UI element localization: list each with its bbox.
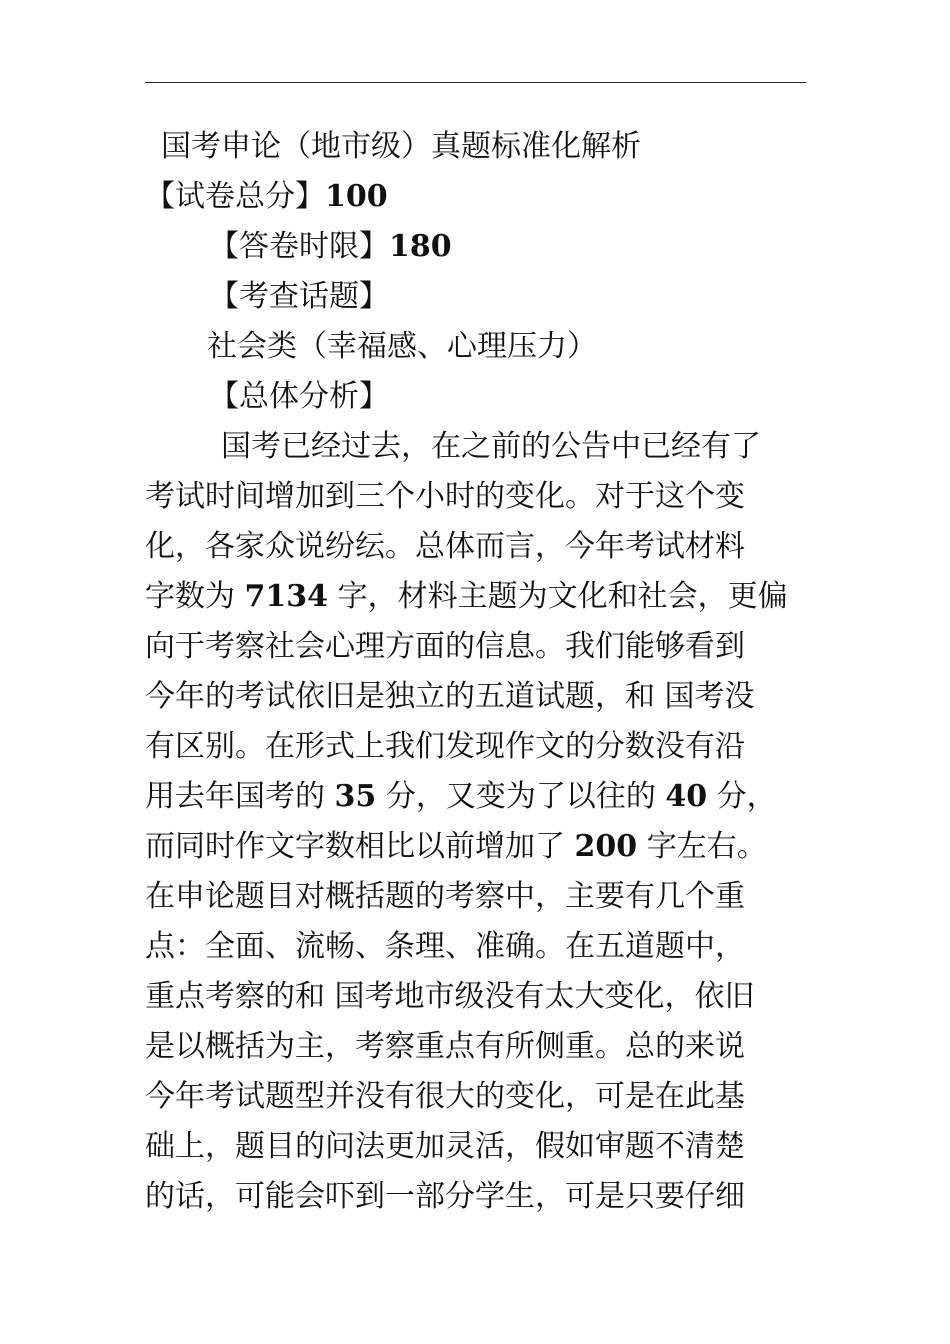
body-line: 化，各家众说纷纭。总体而言，今年考试材料 (145, 529, 745, 564)
body-line: 今年的考试依旧是独立的五道试题，和 国考没 (145, 679, 755, 714)
body-line: 在申论题目对概括题的考察中，主要有几个重 (145, 879, 745, 914)
body-line: 考试时间增加到三个小时的变化。对于这个变 (145, 479, 745, 514)
body-line: 用去年国考的 35 分，又变为了以往的 40 分， (145, 779, 777, 814)
meta-topic-value: 社会类（幸福感、心理压力） (207, 329, 597, 364)
meta-time-limit: 【答卷时限】180 (209, 229, 452, 264)
number-text: 7134 (244, 579, 329, 614)
number-text: 35 (334, 779, 377, 814)
number-text: 100 (325, 179, 388, 214)
body-line: 今年考试题型并没有很大的变化，可是在此基 (145, 1079, 745, 1114)
number-text: 200 (574, 829, 638, 864)
body-line: 字数为 7134 字，材料主题为文化和社会，更偏 (145, 579, 788, 614)
body-line: 是以概括为主，考察重点有所侧重。总的来说 (145, 1029, 745, 1064)
body-line: 重点考察的和 国考地市级没有太大变化，依旧 (145, 979, 755, 1014)
body-line: 而同时作文字数相比以前增加了 200 字左右。 (145, 829, 767, 864)
body-line: 有区别。在形式上我们发现作文的分数没有沿 (145, 729, 745, 764)
document-title: 国考申论（地市级）真题标准化解析 (161, 129, 641, 164)
header-rule (145, 82, 806, 83)
number-text: 180 (389, 229, 452, 264)
meta-analysis-heading: 【总体分析】 (209, 379, 389, 414)
body-line: 的话，可能会吓到一部分学生，可是只要仔细 (145, 1179, 745, 1214)
body-line: 向于考察社会心理方面的信息。我们能够看到 (145, 629, 745, 664)
number-text: 40 (665, 779, 708, 814)
body-line: 础上，题目的问法更加灵活，假如审题不清楚 (145, 1129, 745, 1164)
meta-total-score: 【试卷总分】100 (145, 179, 388, 214)
body-line: 国考已经过去，在之前的公告中已经有了 (221, 429, 761, 464)
document-content (145, 122, 806, 1222)
meta-topic-heading: 【考查话题】 (209, 279, 389, 314)
body-line: 点：全面、流畅、条理、准确。在五道题中， (145, 929, 745, 964)
